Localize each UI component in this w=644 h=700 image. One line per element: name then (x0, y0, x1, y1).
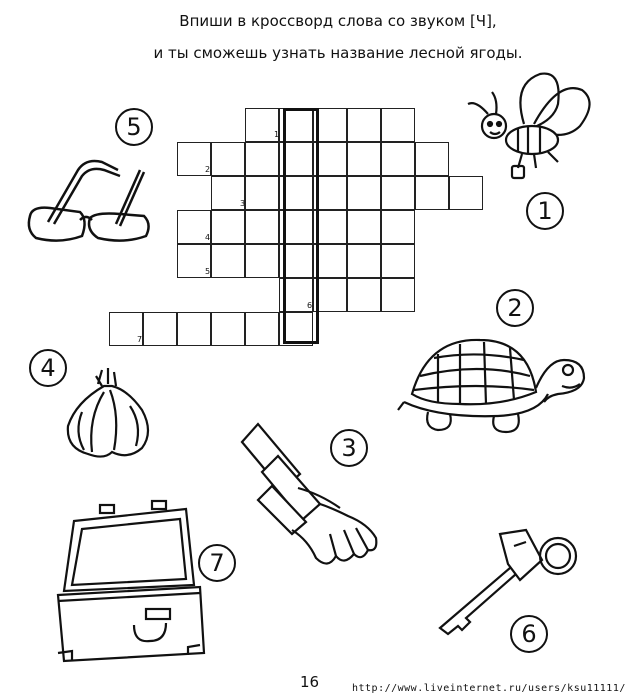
crossword-cell[interactable] (381, 176, 415, 210)
crossword-cell[interactable] (347, 278, 381, 312)
crossword-cell[interactable] (143, 312, 177, 346)
crossword-cell[interactable] (245, 176, 279, 210)
clue-number-4: 4 (205, 233, 211, 242)
crossword-cell[interactable] (347, 142, 381, 176)
crossword-cell[interactable] (381, 142, 415, 176)
page-number: 16 (300, 673, 320, 691)
crossword-cell[interactable] (381, 278, 415, 312)
gloves-icon (236, 412, 386, 572)
crossword-cell[interactable] (245, 142, 279, 176)
instruction-line-1: Впиши в кроссворд слова со звуком [Ч], (179, 12, 497, 30)
crossword-cell[interactable] (381, 210, 415, 244)
glasses-icon (20, 140, 160, 250)
crossword-cell[interactable] (211, 210, 245, 244)
crossword-cell[interactable] (347, 176, 381, 210)
clue-number-5: 5 (205, 267, 211, 276)
clue-number-1: 1 (274, 130, 280, 139)
suitcase-icon (50, 505, 220, 665)
picture-number-3: 3 (330, 429, 368, 467)
crossword-answer-column (283, 108, 319, 344)
picture-number-6: 6 (510, 615, 548, 653)
key-icon (430, 520, 590, 640)
picture-number-5: 5 (115, 108, 153, 146)
crossword-cell[interactable] (245, 244, 279, 278)
crossword-cell[interactable] (415, 142, 449, 176)
picture-number-2: 2 (496, 289, 534, 327)
clue-number-3: 3 (240, 199, 246, 208)
crossword-cell[interactable] (177, 312, 211, 346)
clue-number-6: 6 (307, 301, 313, 310)
clue-number-2: 2 (205, 165, 211, 174)
crossword-cell[interactable] (381, 108, 415, 142)
crossword-cell[interactable] (245, 210, 279, 244)
crossword-cell[interactable] (245, 312, 279, 346)
picture-number-4: 4 (29, 349, 67, 387)
crossword-cell[interactable] (347, 108, 381, 142)
source-watermark-url: http://www.liveinternet.ru/users/ksu11111/ (352, 683, 626, 694)
bee-icon (462, 64, 602, 184)
clue-number-7: 7 (137, 335, 143, 344)
crossword-cell[interactable] (381, 244, 415, 278)
crossword-cell[interactable] (211, 142, 245, 176)
crossword-cell[interactable] (347, 210, 381, 244)
turtle-icon (398, 332, 598, 442)
crossword-cell[interactable] (211, 312, 245, 346)
instruction-line-2: и ты сможешь узнать название лесной ягоды. (153, 44, 523, 62)
crossword-cell[interactable] (211, 244, 245, 278)
crossword-cell[interactable] (415, 176, 449, 210)
picture-number-7: 7 (198, 544, 236, 582)
garlic-icon (58, 362, 158, 467)
picture-number-1: 1 (526, 192, 564, 230)
crossword-cell[interactable] (347, 244, 381, 278)
